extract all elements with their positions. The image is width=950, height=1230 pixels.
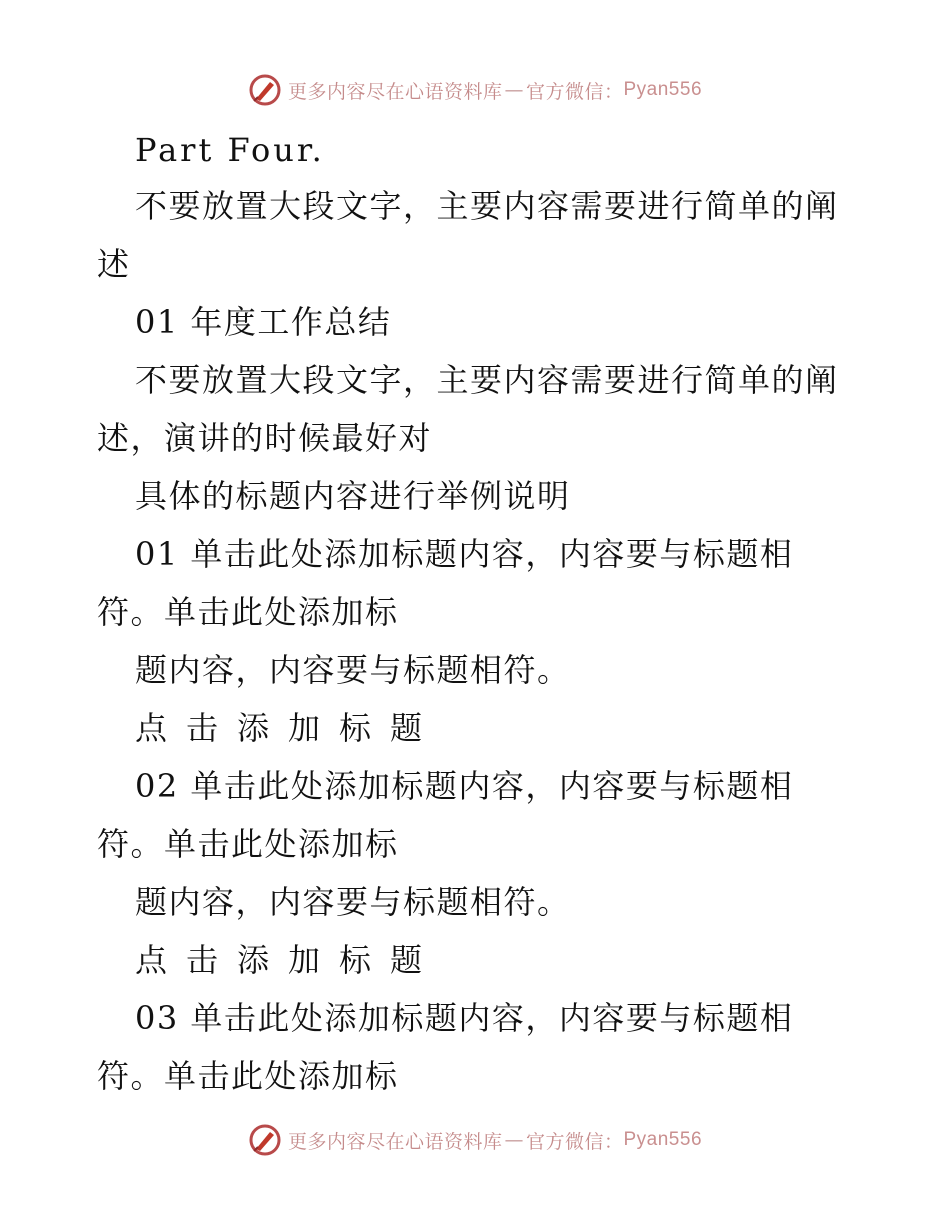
watermark-footer	[0, 1120, 950, 1160]
item-line: 02 单击此处添加标题内容，内容要与标题相	[135, 767, 794, 805]
item-line: 符。单击此处添加标	[97, 593, 399, 631]
paragraph-line: 不要放置大段文字，主要内容需要进行简单的阐	[135, 361, 839, 399]
quill-logo-icon	[248, 1123, 282, 1157]
item-line: 03 单击此处添加标题内容，内容要与标题相	[135, 999, 794, 1037]
paragraph-line: 不要放置大段文字，主要内容需要进行简单的阐	[135, 187, 839, 225]
paragraph-line: 具体的标题内容进行举例说明	[135, 477, 571, 515]
item-line: 01 单击此处添加标题内容，内容要与标题相	[135, 535, 794, 573]
item-line: 符。单击此处添加标	[97, 1057, 399, 1095]
quill-logo-icon	[248, 73, 282, 107]
paragraph-line: 述，演讲的时候最好对	[97, 419, 433, 457]
section-heading: Part Four.	[135, 131, 325, 169]
item-line: 题内容，内容要与标题相符。	[135, 651, 571, 689]
click-add-title: 点击添加标题	[135, 941, 442, 979]
watermark-dash: —	[504, 79, 524, 101]
watermark-wechat-id: Pyan556	[623, 1129, 703, 1150]
watermark-wechat-label: 官方微信：	[525, 1130, 624, 1153]
watermark-text: 更多内容尽在心语资料库	[287, 1130, 503, 1153]
watermark-text: 更多内容尽在心语资料库	[287, 80, 503, 103]
item-line: 题内容，内容要与标题相符。	[135, 883, 571, 921]
subheading: 01 年度工作总结	[135, 303, 392, 341]
paragraph-line: 述	[97, 245, 131, 283]
item-line: 符。单击此处添加标	[97, 825, 399, 863]
click-add-title: 点击添加标题	[135, 709, 442, 747]
watermark-wechat-id: Pyan556	[623, 79, 703, 100]
watermark-wechat-label: 官方微信：	[525, 80, 624, 103]
watermark-dash: —	[504, 1129, 524, 1151]
watermark-header	[0, 70, 950, 110]
